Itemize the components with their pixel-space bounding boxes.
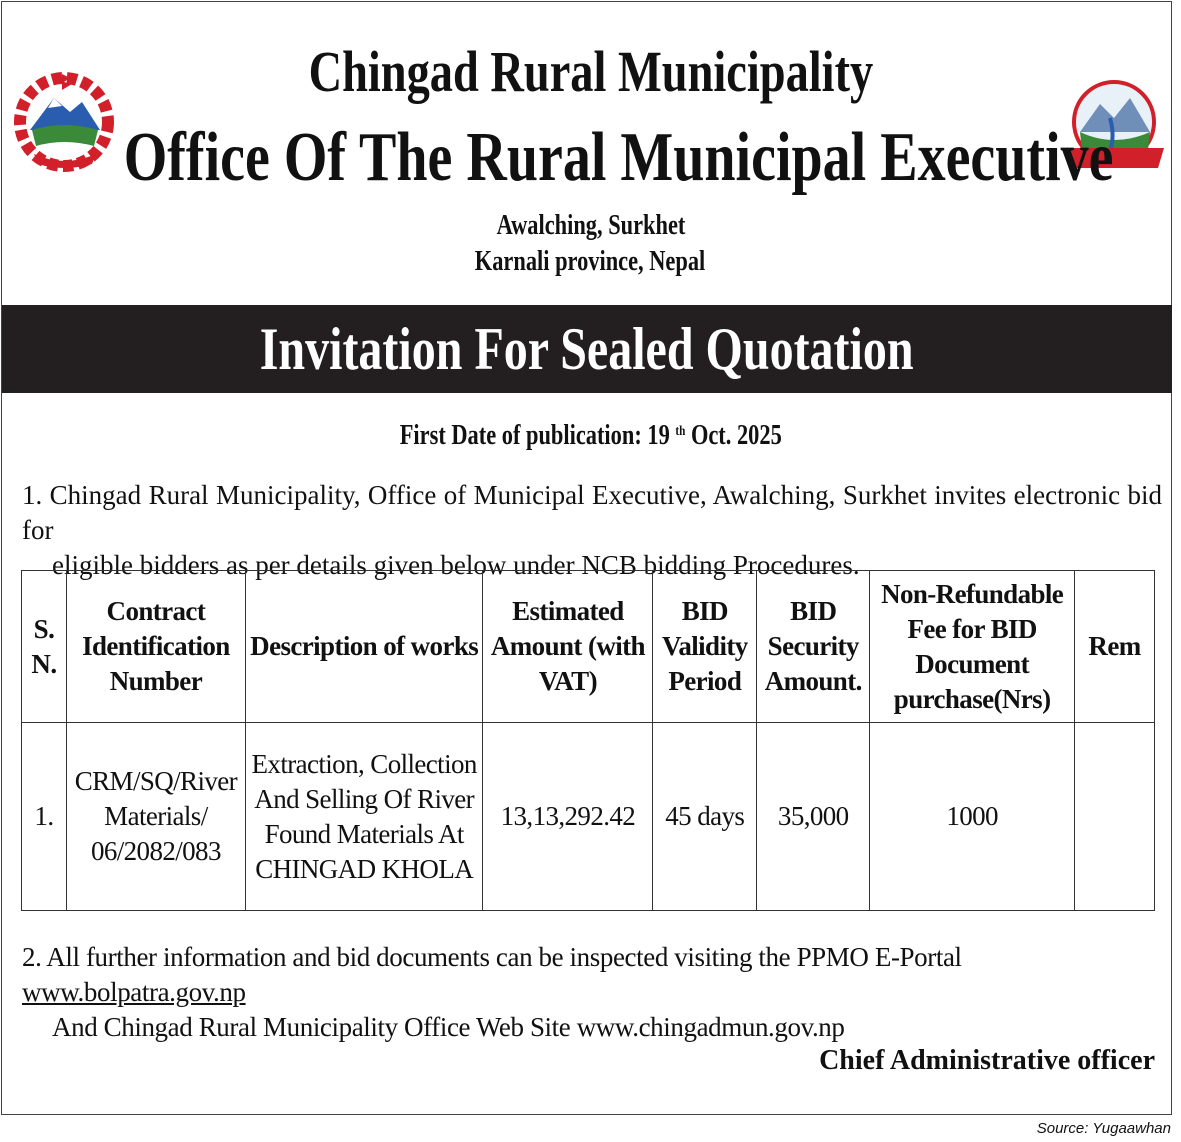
municipality-name: Chingad Rural Municipality <box>308 39 873 104</box>
header-description: Description of works <box>245 571 483 723</box>
paragraph-2-line-2: And Chingad Rural Municipality Office Web Site www.chingadmun.gov.np <box>52 1012 845 1042</box>
header-sn: S. N. <box>22 571 67 723</box>
cell-validity: 45 days <box>653 723 757 911</box>
header-contract-id: Contract Identification Number <box>66 571 245 723</box>
cell-remarks <box>1075 723 1155 911</box>
office-title: Office Of The Rural Municipal Executive <box>123 119 1114 196</box>
notice-banner <box>2 305 1172 393</box>
header-validity: BID Validity Period <box>653 571 757 723</box>
cell-description: Extraction, Collection And Selling Of River Found Materials At CHINGAD KHOLA <box>245 723 483 911</box>
cell-contract-id: CRM/SQ/River Materials/ 06/2082/083 <box>66 723 245 911</box>
address-line-1: Awalching, Surkhet <box>496 210 685 241</box>
cell-security: 35,000 <box>757 723 870 911</box>
cell-estimated-amount: 13,13,292.42 <box>483 723 653 911</box>
paragraph-2-line-1: 2. All further information and bid documents can be inspected visiting the PPMO E-Portal www.bolpatra.gov.np <box>22 942 962 1007</box>
header-fee: Non-Refundable Fee for BID Document purchase(Nrs) <box>870 571 1075 723</box>
bid-table <box>21 570 1155 911</box>
table-header-row <box>22 571 1155 723</box>
cell-fee: 1000 <box>870 723 1075 911</box>
bolpatra-link[interactable]: www.bolpatra.gov.np <box>22 977 246 1007</box>
paragraph-2 <box>22 940 1162 1045</box>
paragraph-1-line-2: eligible bidders as per details given below under NCB bidding Procedures. <box>52 550 860 580</box>
header-security: BID Security Amount. <box>757 571 870 723</box>
source-credit: Source: Yugaawhan <box>1036 1120 1171 1137</box>
signature: Chief Administrative officer <box>819 1045 1155 1076</box>
address-line-2: Karnali province, Nepal <box>475 246 706 277</box>
header-remarks: Rem <box>1075 571 1155 723</box>
header-estimated-amount: Estimated Amount (with VAT) <box>483 571 653 723</box>
cell-sn: 1. <box>22 723 67 911</box>
publication-date: First Date of publication: 19 $^{th}$ Oct. 2025 <box>399 420 782 451</box>
paragraph-1-line-1: 1. Chingad Rural Municipality, Office of Municipal Executive, Awalching, Surkhet invites electronic bid for <box>22 480 1162 545</box>
banner-title: Invitation For Sealed Quotation <box>260 316 914 382</box>
paragraph-1 <box>22 478 1162 583</box>
table-row <box>22 723 1155 911</box>
